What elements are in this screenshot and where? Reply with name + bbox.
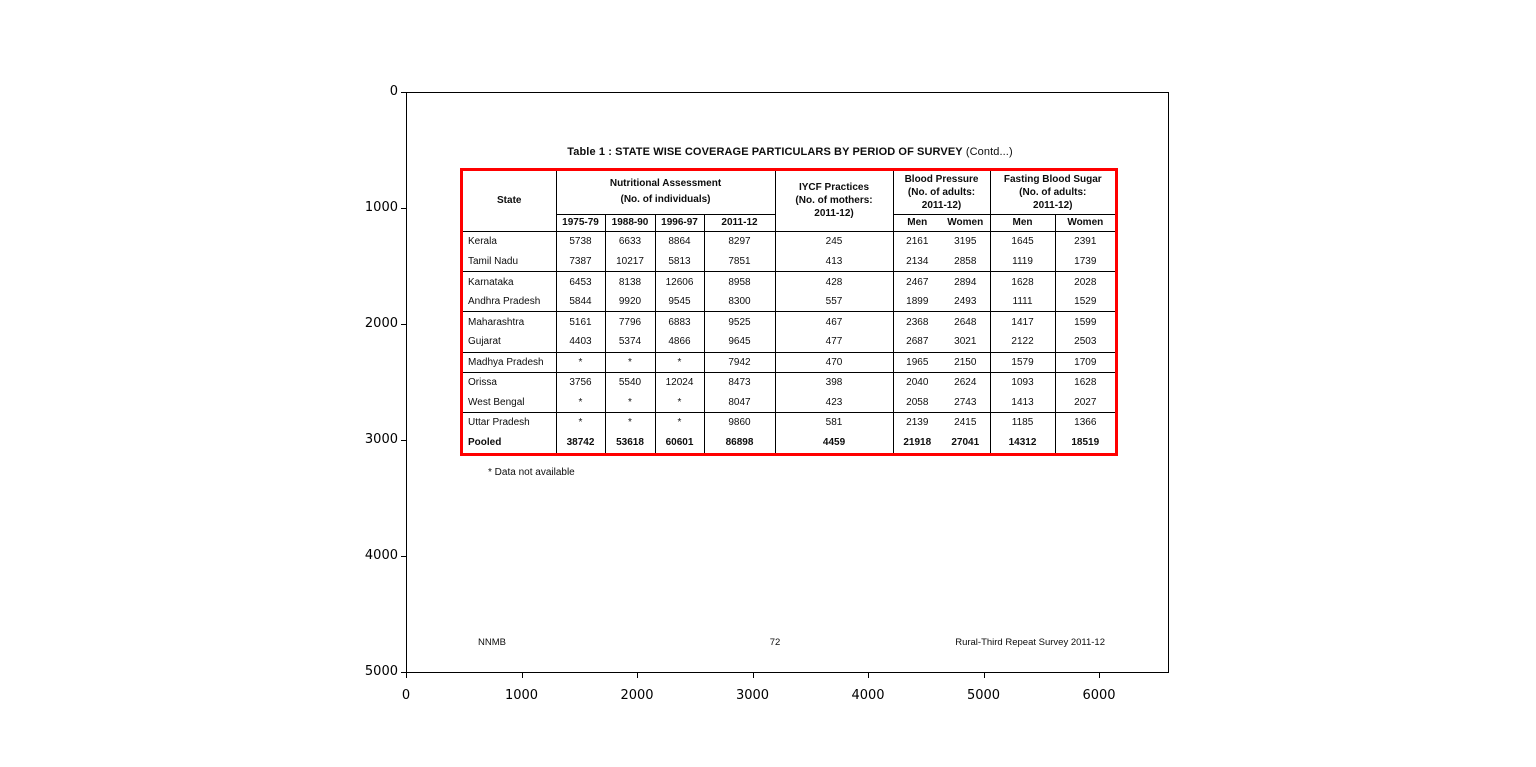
table-row (463, 332, 1115, 352)
value-cell: 3195 (941, 231, 990, 251)
x-tick-label: 4000 (851, 688, 885, 703)
value-cell: 1709 (1055, 352, 1115, 372)
y-tick-label: 0 (389, 84, 398, 99)
table-row (463, 231, 1115, 251)
value-cell: 5844 (556, 292, 605, 312)
value-cell: 9860 (704, 413, 775, 433)
page-title-main: Table 1 : STATE WISE COVERAGE PARTICULARS BY PERIOD OF SURVEY (567, 146, 963, 158)
iycf-header-line1: IYCF Practices (798, 182, 870, 194)
value-cell: 1899 (893, 292, 941, 312)
y-tick-mark (401, 92, 406, 93)
value-cell: 8138 (605, 272, 655, 292)
value-cell: 2858 (941, 252, 990, 272)
value-cell: 5813 (655, 252, 704, 272)
col-header-fasting-blood-sugar (990, 171, 1115, 214)
x-tick-label: 1000 (504, 688, 539, 703)
value-cell: * (605, 352, 655, 372)
value-cell: 86898 (704, 433, 775, 453)
coverage-table-grid (463, 171, 1115, 453)
x-tick-mark (984, 673, 985, 678)
col-header-fbs-men: Men (990, 214, 1055, 231)
x-tick-label: 3000 (735, 688, 770, 703)
col-header-year-1996-97: 1996-97 (655, 214, 704, 231)
value-cell: 2161 (906, 236, 929, 248)
value-cell: 2648 (941, 312, 990, 332)
col-header-iycf (775, 171, 893, 231)
value-cell: 38742 (556, 433, 605, 453)
value-cell: 398 (775, 372, 893, 392)
na-header-line1: Nutritional Assessment (609, 177, 722, 189)
value-cell: 413 (775, 252, 893, 272)
fbs-header-line1: Fasting Blood Sugar (1003, 173, 1102, 185)
footer-page-number: 72 (769, 637, 781, 648)
value-cell: 4866 (655, 332, 704, 352)
y-tick-label: 5000 (364, 664, 398, 679)
x-tick-mark (406, 673, 407, 678)
x-tick-mark (868, 673, 869, 678)
value-cell: 1739 (1055, 252, 1115, 272)
x-tick-label: 5000 (966, 688, 1001, 703)
table-row (463, 393, 1115, 413)
y-tick-mark (401, 556, 406, 557)
iycf-header-line2: (No. of mothers: (795, 195, 873, 207)
value-cell: 5374 (605, 332, 655, 352)
value-cell: 2503 (1055, 332, 1115, 352)
value-cell: 557 (775, 292, 893, 312)
y-tick-label: 3000 (364, 432, 398, 447)
table-row (463, 292, 1115, 312)
na-header-line2: (No. of individuals) (620, 194, 711, 206)
value-cell: 467 (775, 312, 893, 332)
value-cell: 8300 (704, 292, 775, 312)
value-cell: 581 (775, 413, 893, 433)
table-row (463, 433, 1115, 453)
value-cell: 2368 (906, 316, 929, 328)
value-cell: 8958 (704, 272, 775, 292)
value-cell: 423 (775, 393, 893, 413)
value-cell: 2624 (941, 372, 990, 392)
value-cell: 4459 (775, 433, 893, 453)
value-cell: 1965 (893, 352, 941, 372)
value-cell: 1413 (990, 393, 1055, 413)
value-cell: 2027 (1055, 393, 1115, 413)
value-cell: 5738 (556, 231, 605, 251)
col-header-fbs-women: Women (1055, 214, 1115, 231)
value-cell: 1417 (990, 312, 1055, 332)
x-tick-label: 0 (401, 688, 411, 703)
value-cell: 5540 (605, 372, 655, 392)
value-cell: 9920 (605, 292, 655, 312)
value-cell: 2028 (1074, 276, 1097, 288)
value-cell: 7387 (556, 252, 605, 272)
y-tick-mark (401, 324, 406, 325)
value-cell: 27041 (941, 433, 990, 453)
value-cell: 53618 (605, 433, 655, 453)
value-cell: 21918 (903, 437, 932, 449)
bp-header-line2: (No. of adults: (907, 186, 976, 198)
y-tick-label: 4000 (364, 548, 398, 563)
col-header-year-2011-12: 2011-12 (704, 214, 775, 231)
value-cell: * (556, 352, 605, 372)
value-cell: * (655, 413, 704, 433)
table-row (463, 272, 1115, 292)
value-cell: 5161 (556, 312, 605, 332)
value-cell: 2894 (941, 272, 990, 292)
coverage-table (460, 168, 1118, 456)
fbs-header-line3: 2011-12) (1033, 199, 1073, 211)
x-tick-mark (522, 673, 523, 678)
value-cell: 9645 (704, 332, 775, 352)
value-cell: 6453 (556, 272, 605, 292)
value-cell: 1093 (990, 372, 1055, 392)
value-cell: 2134 (893, 252, 941, 272)
value-cell: 6633 (605, 231, 655, 251)
bp-header-line3: 2011-12) (921, 199, 962, 211)
col-header-year-1975-79: 1975-79 (556, 214, 605, 231)
value-cell: 2467 (906, 276, 929, 288)
x-tick-label: 2000 (620, 688, 654, 703)
value-cell: 60601 (655, 433, 704, 453)
value-cell: 1366 (1074, 417, 1097, 429)
table-row (463, 252, 1115, 272)
value-cell: 1599 (1074, 316, 1097, 328)
value-cell: 1111 (990, 292, 1055, 312)
state-cell: West Bengal (463, 393, 556, 413)
value-cell: 2122 (990, 332, 1055, 352)
value-cell: * (655, 393, 704, 413)
value-cell: 4403 (556, 332, 605, 352)
y-tick-label: 2000 (364, 316, 398, 331)
value-cell: 2743 (941, 393, 990, 413)
table-row (463, 413, 1115, 433)
value-cell: 14312 (990, 433, 1055, 453)
col-header-state: State (463, 171, 556, 231)
value-cell: 18519 (1071, 437, 1100, 449)
value-cell: 2150 (941, 352, 990, 372)
value-cell: 1185 (990, 413, 1055, 433)
table-row (463, 312, 1115, 332)
value-cell: 6883 (655, 312, 704, 332)
value-cell: 428 (775, 272, 893, 292)
x-tick-mark (637, 673, 638, 678)
value-cell: * (605, 413, 655, 433)
value-cell: 12024 (655, 372, 704, 392)
value-cell: 2687 (893, 332, 941, 352)
col-header-nutritional-assessment (556, 171, 775, 214)
value-cell: 477 (775, 332, 893, 352)
state-cell: Gujarat (463, 332, 556, 352)
value-cell: 1119 (990, 252, 1055, 272)
value-cell: 9545 (655, 292, 704, 312)
footnote: * Data not available (488, 467, 575, 478)
value-cell: 245 (775, 231, 893, 251)
x-tick-mark (1099, 673, 1100, 678)
value-cell: 2058 (893, 393, 941, 413)
value-cell: 2040 (906, 377, 929, 389)
table-row (463, 352, 1115, 372)
col-header-year-1988-90: 1988-90 (605, 214, 655, 231)
y-tick-mark (401, 208, 406, 209)
state-cell: Karnataka (463, 272, 556, 292)
y-tick-mark (401, 440, 406, 441)
value-cell: 1529 (1055, 292, 1115, 312)
y-tick-label: 1000 (364, 200, 398, 215)
value-cell: 2493 (941, 292, 990, 312)
value-cell: 1628 (990, 272, 1055, 292)
table-row (463, 372, 1115, 392)
state-cell: Orissa (463, 372, 556, 392)
col-header-bp-men: Men (893, 214, 941, 231)
value-cell: 7796 (605, 312, 655, 332)
value-cell: * (556, 393, 605, 413)
state-cell: Andhra Pradesh (463, 292, 556, 312)
value-cell: 12606 (655, 272, 704, 292)
value-cell: 1645 (990, 231, 1055, 251)
value-cell: 8297 (704, 231, 775, 251)
value-cell: 3021 (941, 332, 990, 352)
value-cell: 8473 (704, 372, 775, 392)
value-cell: 2391 (1074, 236, 1097, 248)
value-cell: 2415 (941, 413, 990, 433)
value-cell: 1579 (990, 352, 1055, 372)
value-cell: 3756 (556, 372, 605, 392)
iycf-header-line3: 2011-12) (814, 208, 854, 220)
value-cell: 8864 (655, 231, 704, 251)
value-cell: * (655, 352, 704, 372)
x-tick-mark (753, 673, 754, 678)
value-cell: * (605, 393, 655, 413)
fbs-header-line2: (No. of adults: (1019, 186, 1087, 198)
value-cell: * (556, 413, 605, 433)
value-cell: 7851 (704, 252, 775, 272)
page-title-contd: (Contd...) (962, 146, 1013, 158)
state-cell: Madhya Pradesh (463, 352, 556, 372)
bp-header-line1: Blood Pressure (904, 173, 979, 185)
value-cell: 10217 (605, 252, 655, 272)
value-cell: 7942 (704, 352, 775, 372)
value-cell: 470 (775, 352, 893, 372)
state-cell: Maharashtra (463, 312, 556, 332)
x-tick-label: 6000 (1082, 688, 1116, 703)
state-cell: Pooled (463, 433, 556, 453)
state-cell: Uttar Pradesh (463, 413, 556, 433)
col-header-blood-pressure (893, 171, 990, 214)
page-title (430, 146, 1150, 158)
value-cell: 2139 (906, 417, 929, 429)
state-cell: Kerala (463, 231, 556, 251)
footer-org: NNMB (478, 637, 506, 648)
value-cell: 1628 (1074, 377, 1097, 389)
state-cell: Tamil Nadu (463, 252, 556, 272)
col-header-bp-women: Women (941, 214, 990, 231)
value-cell: 8047 (704, 393, 775, 413)
footer-survey-name: Rural-Third Repeat Survey 2011-12 (955, 637, 1105, 648)
value-cell: 9525 (704, 312, 775, 332)
